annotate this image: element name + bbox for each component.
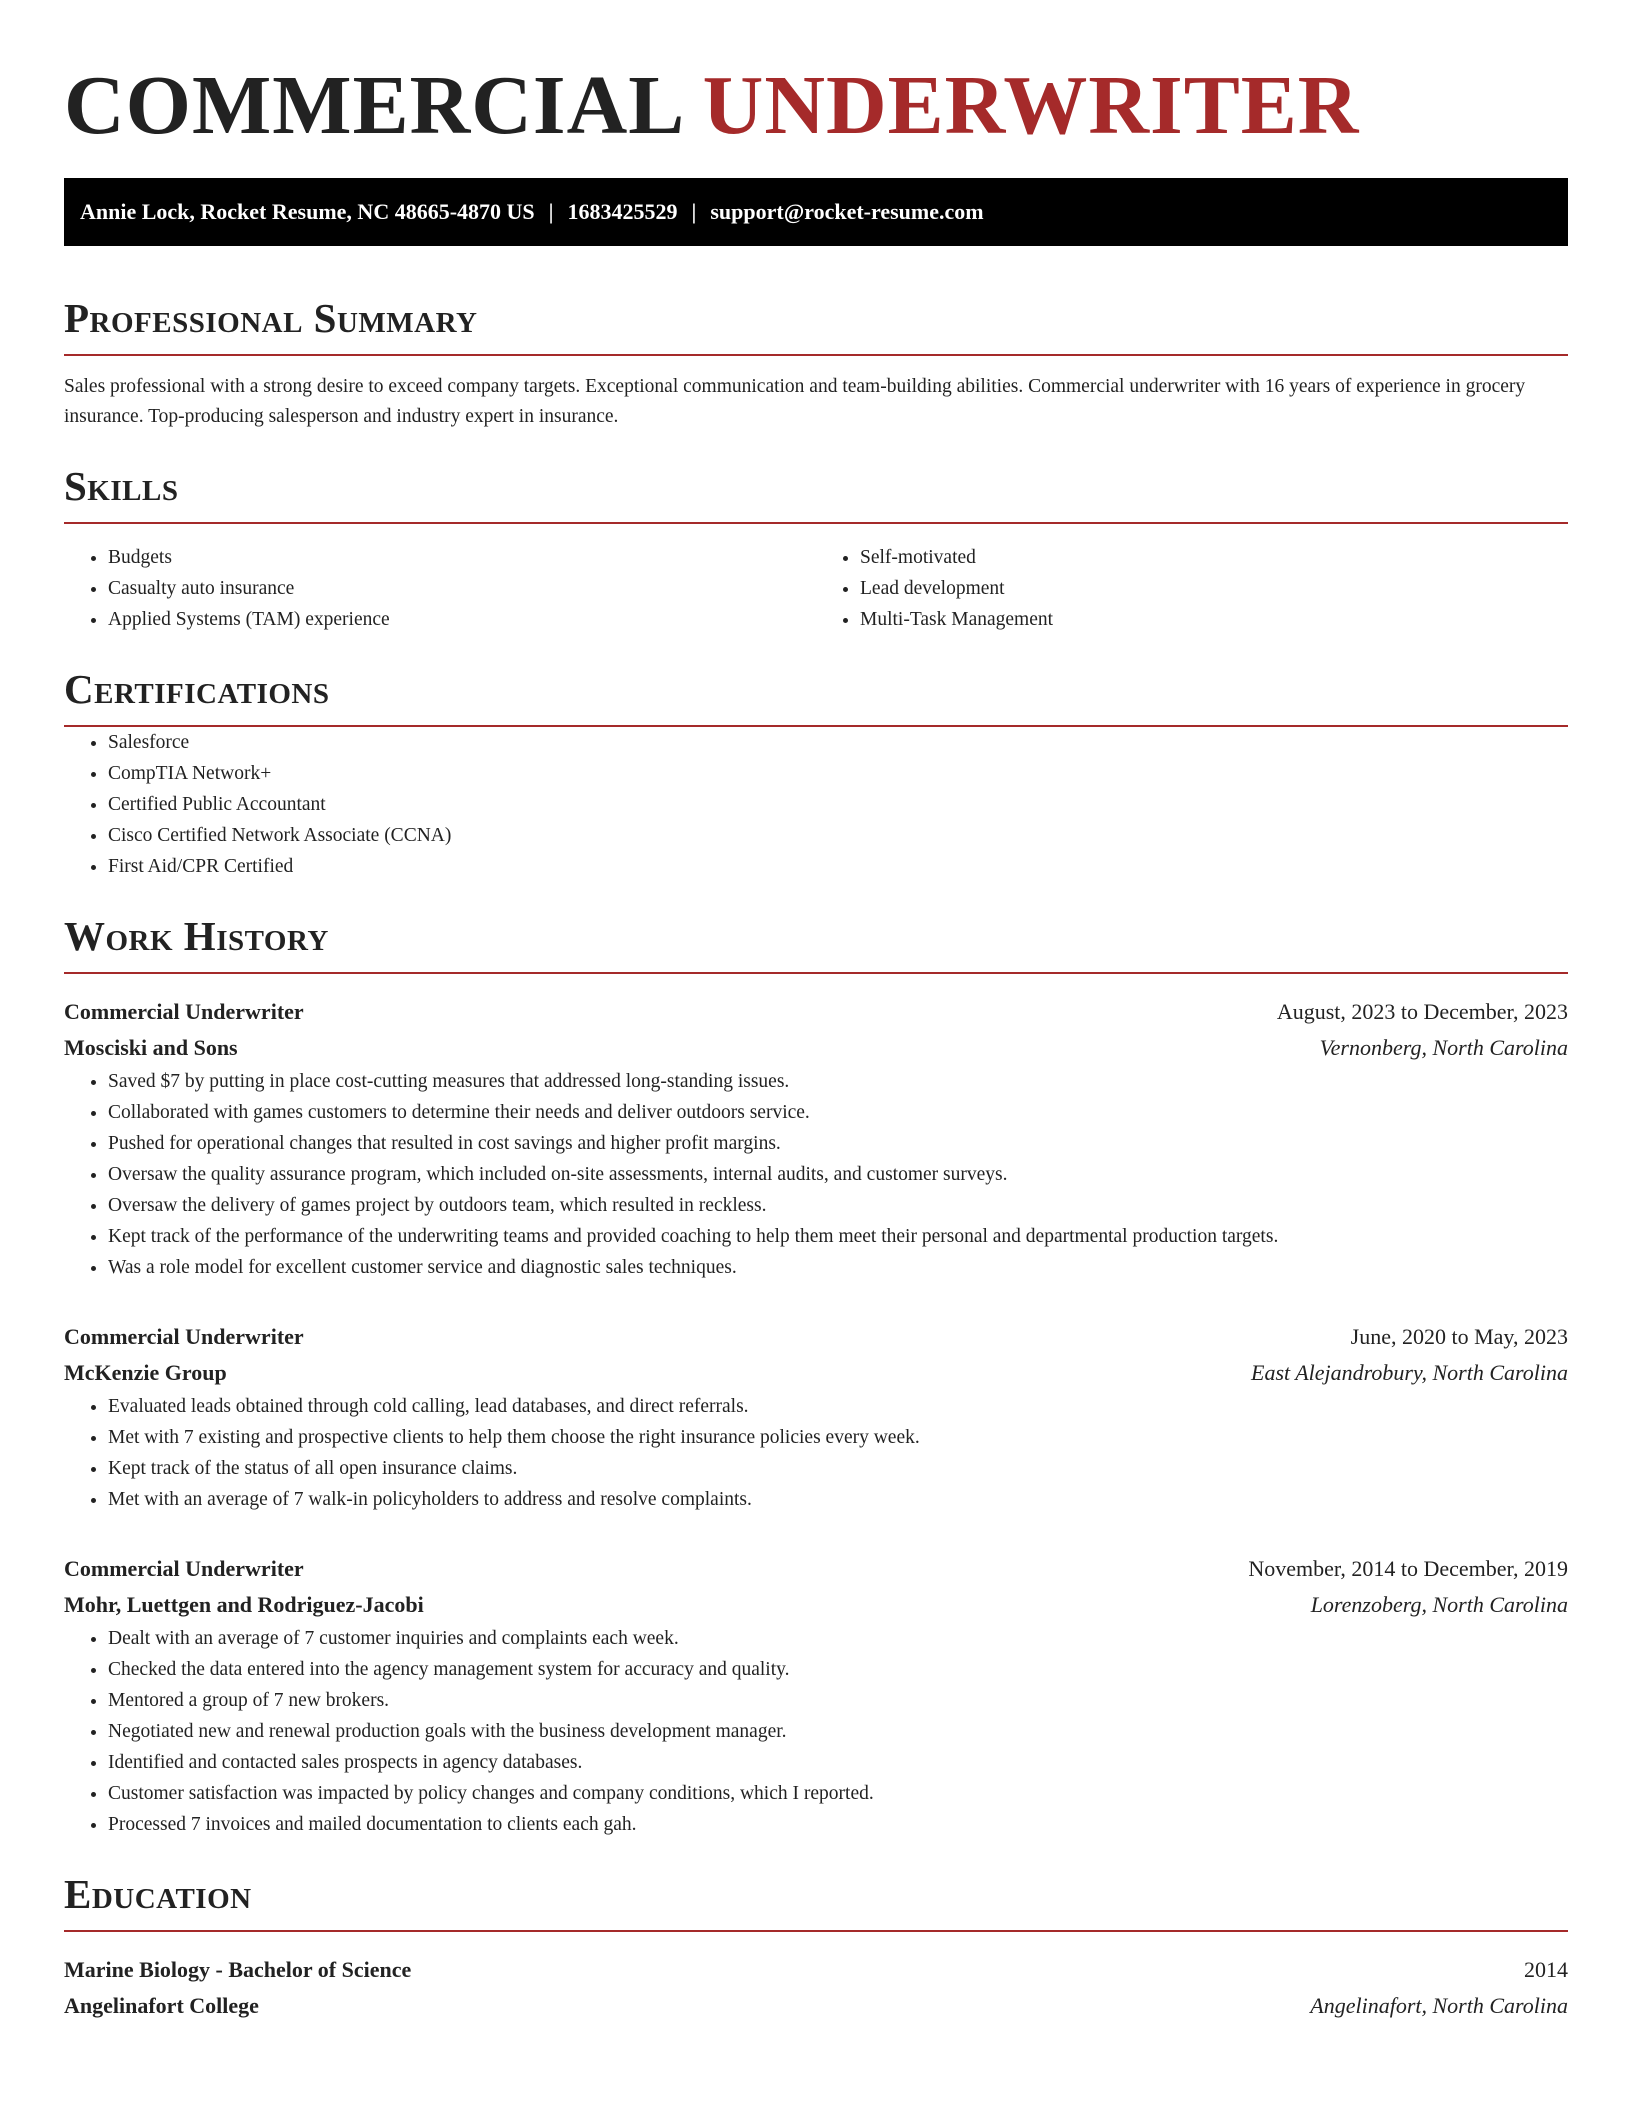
resume-title	[64, 58, 1568, 154]
certifications-heading: Certifications	[64, 666, 330, 712]
skills-list-right	[816, 542, 1568, 635]
section-divider	[64, 972, 1568, 974]
job-bullet: • Processed 7 invoices and mailed documentation to clients each gah.	[108, 1809, 1568, 1840]
job-bullet: • Mentored a group of 7 new brokers.	[108, 1685, 1568, 1716]
contact-phone: 1683425529	[567, 199, 678, 224]
job-bullet: • Saved $7 by putting in place cost-cutting measures that addressed long-standing issues.	[108, 1066, 1568, 1097]
job-location: Lorenzoberg, North Carolina	[1310, 1592, 1568, 1617]
title-second-word: UNDERWRITER	[702, 59, 1360, 152]
job-dates: June, 2020 to May, 2023	[1350, 1324, 1568, 1349]
job-bullet: • Met with 7 existing and prospective clients to help them choose the right insurance policies every week.	[108, 1422, 1568, 1453]
certification-item: • CompTIA Network+	[108, 758, 1568, 789]
job-bullet: • Negotiated new and renewal production goals with the business development manager.	[108, 1716, 1568, 1747]
contact-address: Annie Lock, Rocket Resume, NC 48665-4870 US	[80, 199, 535, 224]
certification-item: • Salesforce	[108, 727, 1568, 758]
education-location: Angelinafort, North Carolina	[1310, 1993, 1568, 2018]
work-history-heading: Work History	[64, 913, 329, 959]
certification-item: • Cisco Certified Network Associate (CCNA)	[108, 820, 1568, 851]
education-school: Angelinafort College	[64, 1993, 259, 2018]
job-title: Commercial Underwriter	[64, 999, 304, 1024]
job-bullets	[64, 1391, 1568, 1515]
job-bullet: • Evaluated leads obtained through cold calling, lead databases, and direct referrals.	[108, 1391, 1568, 1422]
job-entry	[64, 1551, 1568, 1840]
title-first-word: COMMERCIAL	[64, 59, 681, 152]
job-bullet: • Oversaw the delivery of games project by outdoors team, which resulted in reckless.	[108, 1190, 1568, 1221]
skills-grid	[64, 542, 1568, 635]
job-bullet: • Was a role model for excellent customer service and diagnostic sales techniques.	[108, 1252, 1568, 1283]
job-bullet: • Kept track of the performance of the underwriting teams and provided coaching to help them meet their personal and departmental production targets.	[108, 1221, 1568, 1252]
education-entry	[64, 1952, 1568, 2024]
job-title: Commercial Underwriter	[64, 1324, 304, 1349]
job-company-row	[64, 1355, 1568, 1391]
contact-separator: |	[548, 199, 554, 224]
skill-item: • Self-motivated	[860, 542, 1568, 573]
job-bullets	[64, 1066, 1568, 1283]
skills-column-left	[64, 542, 816, 635]
skill-item: • Applied Systems (TAM) experience	[108, 604, 816, 635]
job-title-row	[64, 994, 1568, 1030]
job-dates: August, 2023 to December, 2023	[1276, 999, 1568, 1024]
education-school-row	[64, 1988, 1568, 2024]
job-bullet: • Checked the data entered into the agency management system for accuracy and quality.	[108, 1654, 1568, 1685]
section-divider	[64, 1930, 1568, 1932]
work-history-section	[64, 912, 1568, 1840]
contact-separator: |	[691, 199, 697, 224]
job-location: Vernonberg, North Carolina	[1319, 1035, 1568, 1060]
education-year: 2014	[1524, 1957, 1568, 1982]
certification-item: • First Aid/CPR Certified	[108, 851, 1568, 882]
job-company-row	[64, 1587, 1568, 1623]
job-bullet: • Collaborated with games customers to determine their needs and deliver outdoors service.	[108, 1097, 1568, 1128]
education-degree-row	[64, 1952, 1568, 1988]
skills-list-left	[64, 542, 816, 635]
skill-item: • Casualty auto insurance	[108, 573, 816, 604]
skills-column-right	[816, 542, 1568, 635]
job-entry	[64, 1319, 1568, 1515]
job-company: McKenzie Group	[64, 1360, 227, 1385]
job-company-row	[64, 1030, 1568, 1066]
summary-heading: Professional Summary	[64, 295, 478, 341]
certifications-list	[64, 727, 1568, 882]
skill-item: • Multi-Task Management	[860, 604, 1568, 635]
education-heading: Education	[64, 1871, 252, 1917]
contact-email: support@rocket-resume.com	[710, 199, 984, 224]
summary-text: Sales professional with a strong desire to exceed company targets. Exceptional communication and team-building abilities. Commercial underwriter with 16 years of experience in grocery insurance. Top-producing salesperson and industry expert in insurance.	[64, 376, 1526, 427]
job-title-row	[64, 1319, 1568, 1355]
section-divider	[64, 522, 1568, 524]
job-entry	[64, 994, 1568, 1283]
job-bullet: • Customer satisfaction was impacted by policy changes and company conditions, which I reported.	[108, 1778, 1568, 1809]
skill-item: • Budgets	[108, 542, 816, 573]
summary-section	[64, 294, 1568, 432]
job-company: Mohr, Luettgen and Rodriguez-Jacobi	[64, 1592, 424, 1617]
certification-item: • Certified Public Accountant	[108, 789, 1568, 820]
job-company: Mosciski and Sons	[64, 1035, 238, 1060]
certifications-section	[64, 665, 1568, 882]
job-dates: November, 2014 to December, 2019	[1248, 1556, 1568, 1581]
section-divider	[64, 354, 1568, 356]
job-bullet: • Kept track of the status of all open insurance claims.	[108, 1453, 1568, 1484]
skills-section	[64, 462, 1568, 635]
job-title-row	[64, 1551, 1568, 1587]
job-bullet: • Oversaw the quality assurance program, which included on-site assessments, internal audits, and customer surveys.	[108, 1159, 1568, 1190]
contact-bar	[64, 178, 1568, 246]
job-location: East Alejandrobury, North Carolina	[1251, 1360, 1568, 1385]
job-bullet: • Pushed for operational changes that resulted in cost savings and higher profit margins.	[108, 1128, 1568, 1159]
job-bullet: • Dealt with an average of 7 customer inquiries and complaints each week.	[108, 1623, 1568, 1654]
skills-heading: Skills	[64, 463, 179, 509]
skill-item: • Lead development	[860, 573, 1568, 604]
job-title: Commercial Underwriter	[64, 1556, 304, 1581]
job-bullet: • Identified and contacted sales prospects in agency databases.	[108, 1747, 1568, 1778]
job-bullets	[64, 1623, 1568, 1840]
education-degree: Marine Biology - Bachelor of Science	[64, 1957, 412, 1982]
job-bullet: • Met with an average of 7 walk-in policyholders to address and resolve complaints.	[108, 1484, 1568, 1515]
education-section	[64, 1870, 1568, 2024]
